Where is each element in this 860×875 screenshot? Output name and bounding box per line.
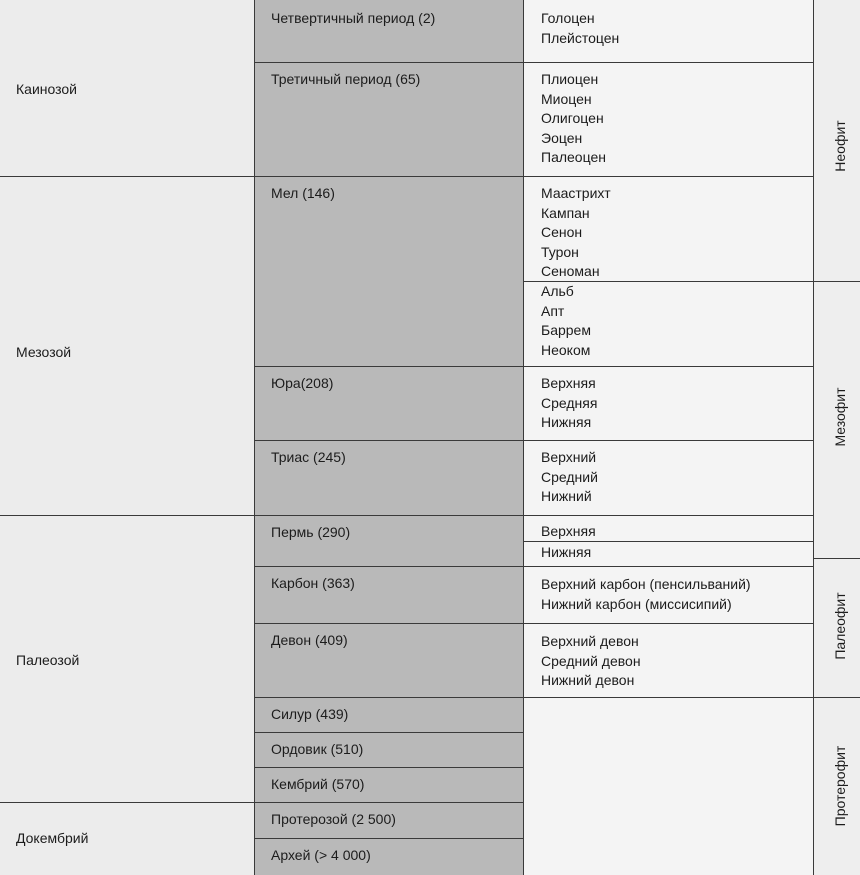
period-cell: Девон (409) bbox=[271, 632, 348, 648]
row-divider bbox=[523, 366, 813, 367]
period-cell: Архей (> 4 000) bbox=[271, 847, 371, 863]
period-cell: Триас (245) bbox=[271, 449, 346, 465]
row-divider bbox=[523, 440, 813, 441]
epoch-cell: Апт bbox=[541, 302, 565, 319]
row-divider bbox=[523, 515, 813, 516]
column-divider bbox=[254, 0, 255, 875]
epoch-cell: Средний bbox=[541, 468, 598, 485]
row-divider bbox=[813, 558, 860, 559]
row-divider bbox=[813, 697, 860, 698]
epoch-cell: Кампан bbox=[541, 204, 590, 221]
period-cell: Четвертичный период (2) bbox=[271, 10, 436, 26]
row-divider bbox=[0, 176, 254, 177]
row-divider bbox=[254, 802, 523, 803]
epoch-cell: Голоцен bbox=[541, 10, 595, 26]
row-divider bbox=[254, 366, 523, 367]
epoch-cell: Нижняя bbox=[541, 544, 592, 560]
period-cell: Карбон (363) bbox=[271, 575, 355, 591]
phytic-era-label: Неофит bbox=[832, 120, 848, 172]
period-cell: Ордовик (510) bbox=[271, 741, 364, 757]
period-cell: Мел (146) bbox=[271, 185, 335, 201]
era-cell-precambrian: Докембрий bbox=[16, 830, 89, 846]
phytic-era-label: Протерофит bbox=[832, 745, 848, 827]
epoch-cell: Верхний девон bbox=[541, 633, 639, 649]
epoch-cell: Верхняя bbox=[541, 523, 596, 539]
period-cell: Силур (439) bbox=[271, 706, 349, 722]
period-cell: Кембрий (570) bbox=[271, 776, 365, 792]
row-divider bbox=[254, 440, 523, 441]
epoch-cell: Турон bbox=[541, 243, 579, 260]
row-divider bbox=[254, 838, 523, 839]
era-column bbox=[0, 0, 254, 875]
period-cell: Пермь (290) bbox=[271, 524, 351, 540]
row-divider bbox=[254, 566, 523, 567]
row-divider bbox=[0, 802, 254, 803]
epoch-cell: Верхняя bbox=[541, 375, 596, 391]
period-cell: Юра(208) bbox=[271, 375, 334, 391]
epoch-cell: Сеноман bbox=[541, 263, 600, 279]
row-divider bbox=[0, 515, 254, 516]
era-cell-cenozoic: Каинозой bbox=[16, 81, 77, 97]
epoch-cell: Маастрихт bbox=[541, 185, 611, 201]
epoch-cell: Эоцен bbox=[541, 129, 583, 146]
row-divider bbox=[254, 697, 523, 698]
phytic-era-label: Мезофит bbox=[832, 387, 848, 447]
era-cell-mesozoic: Мезозой bbox=[16, 344, 72, 360]
row-divider bbox=[813, 281, 860, 282]
epoch-cell: Олигоцен bbox=[541, 110, 604, 126]
epoch-cell: Альб bbox=[541, 283, 574, 299]
row-divider bbox=[523, 566, 813, 567]
era-cell-paleozoic: Палеозой bbox=[16, 652, 80, 668]
row-divider bbox=[254, 176, 523, 177]
epoch-cell: Верхний bbox=[541, 449, 597, 465]
epoch-cell: Палеоцен bbox=[541, 149, 606, 165]
phytic-era-label: Палеофит bbox=[832, 592, 848, 660]
period-cell: Третичный период (65) bbox=[271, 71, 421, 87]
epoch-cell: Миоцен bbox=[541, 90, 592, 107]
epoch-cell: Сенон bbox=[541, 224, 583, 240]
row-divider bbox=[254, 515, 523, 516]
epoch-cell: Средняя bbox=[541, 394, 598, 411]
epoch-cell: Неоком bbox=[541, 341, 591, 358]
row-divider bbox=[523, 176, 813, 177]
row-divider bbox=[523, 697, 813, 698]
row-divider bbox=[254, 767, 523, 768]
column-divider bbox=[523, 0, 524, 875]
epoch-cell: Плейстоцен bbox=[541, 29, 620, 46]
row-divider bbox=[523, 623, 813, 624]
epoch-cell: Нижний девон bbox=[541, 672, 635, 688]
epoch-cell: Средний девон bbox=[541, 652, 641, 669]
epoch-cell: Нижний bbox=[541, 488, 592, 504]
row-divider bbox=[523, 62, 813, 63]
row-divider bbox=[254, 623, 523, 624]
column-divider bbox=[813, 0, 814, 875]
epoch-cell: Баррем bbox=[541, 322, 591, 338]
row-divider bbox=[254, 62, 523, 63]
epoch-cell: Плиоцен bbox=[541, 71, 599, 87]
row-divider bbox=[254, 732, 523, 733]
epoch-cell: Нижний карбон (миссисипий) bbox=[541, 595, 732, 612]
period-cell: Протерозой (2 500) bbox=[271, 811, 396, 827]
epoch-cell: Нижняя bbox=[541, 414, 592, 430]
epoch-cell: Верхний карбон (пенсильваний) bbox=[541, 576, 751, 592]
